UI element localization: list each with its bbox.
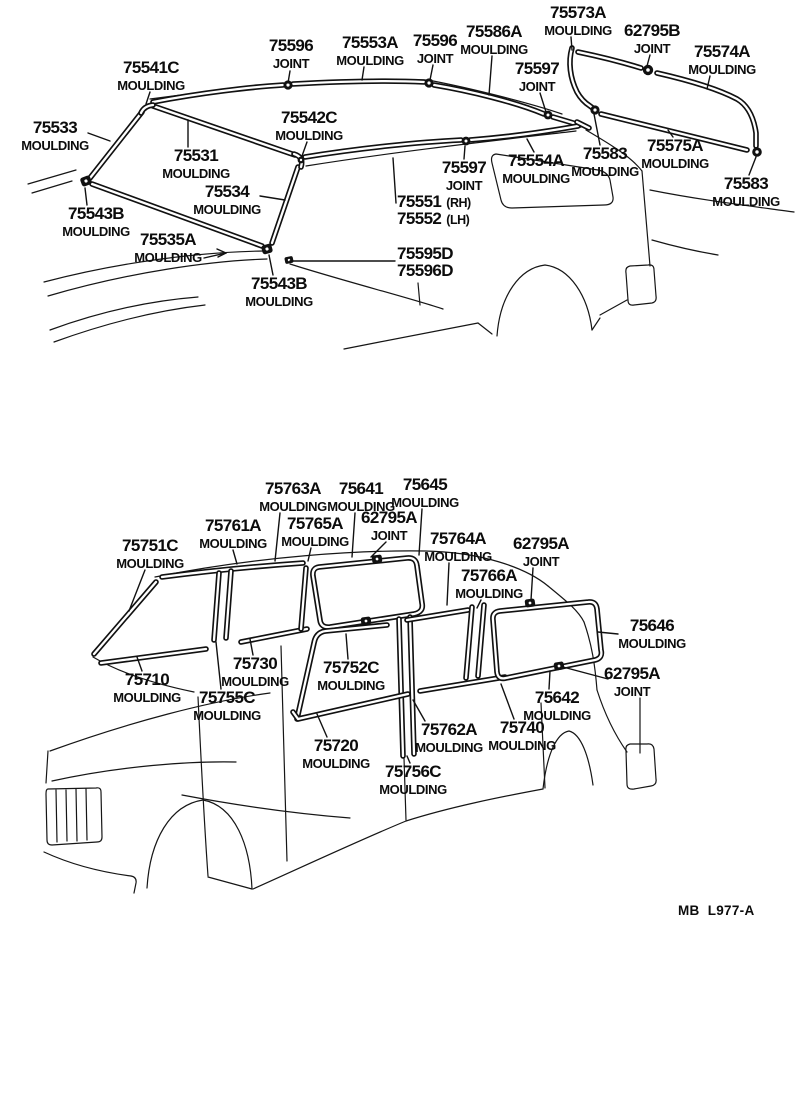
label-75586A-leader — [489, 56, 492, 95]
label-75764A: 75764A MOULDING — [424, 529, 492, 564]
clip-75583-b — [752, 147, 762, 157]
joint-75596-b — [424, 78, 433, 87]
windshield-left-moulding-75533 — [90, 112, 142, 178]
label-75740-leader — [501, 684, 514, 719]
label-75645-leader — [419, 509, 422, 555]
label-75551-75552: 75551 (RH) 75552 (LH) — [397, 192, 471, 228]
front-door-belt-moulding-75720 — [293, 694, 408, 719]
label-75583-b: 75583 MOULDING — [712, 174, 780, 209]
label-75761A: 75761A MOULDING — [199, 516, 267, 551]
label-75543B-b: 75543B MOULDING — [245, 274, 313, 309]
label-75553A: 75553A MOULDING — [336, 33, 404, 68]
label-75554A: 75554A MOULDING — [502, 151, 570, 186]
label-75720-leader — [317, 714, 327, 737]
label-75763A: 75763A MOULDING — [259, 479, 327, 514]
windshield-right-moulding-75534 — [272, 167, 298, 243]
label-75755C: 75755C MOULDING — [193, 688, 261, 723]
label-62795A-joint-a: 62795A JOINT — [361, 508, 417, 543]
label-75583-b-leader — [749, 157, 756, 175]
label-75543B-b-leader — [269, 255, 273, 275]
label-62795A-joint-b-leader — [531, 568, 533, 600]
label-75752C-leader — [346, 634, 348, 659]
label-75573A: 75573A MOULDING — [544, 3, 612, 38]
label-75597-joint-a: 75597 JOINT — [514, 59, 560, 94]
rear-door-window-frame-75645-75765A — [313, 558, 422, 627]
rear-quarter-window-frame-75646-75642 — [493, 602, 602, 679]
label-75710: 75710 MOULDING — [113, 670, 181, 705]
label-75645: 75645 MOULDING — [391, 475, 459, 510]
label-75642: 75642 MOULDING — [523, 688, 591, 723]
label-75597-joint-b: 75597 JOINT — [441, 158, 487, 193]
label-75596-joint-a: 75596 JOINT — [268, 36, 314, 71]
label-75574A: 75574A MOULDING — [688, 42, 756, 77]
label-75543B-a: 75543B MOULDING — [62, 204, 130, 239]
belt-moulding-75710 — [101, 649, 206, 663]
joint-75597-a — [544, 111, 553, 120]
label-75542C-leader — [302, 142, 307, 156]
label-75531: 75531 MOULDING — [162, 146, 230, 181]
label-62795A-joint-c-leader — [563, 667, 608, 679]
label-75752C: 75752C MOULDING — [317, 658, 385, 693]
joint-75542C — [298, 157, 305, 164]
clip-75595D — [284, 256, 294, 264]
label-75551-75552-leader — [393, 158, 396, 203]
label-75641: 75641 MOULDING — [327, 479, 395, 514]
label-62795A-joint-b: 62795A JOINT — [513, 534, 569, 569]
label-75756C: 75756C MOULDING — [379, 762, 447, 797]
label-75583-a: 75583 MOULDING — [571, 144, 639, 179]
label-75641-leader — [352, 513, 355, 557]
label-75762A: 75762A MOULDING — [415, 720, 483, 755]
label-75535A: 75535A MOULDING — [134, 230, 202, 265]
joint-75597-b — [462, 137, 471, 146]
label-75597-joint-a-leader — [540, 93, 546, 112]
label-75533-leader — [88, 133, 110, 141]
joint-62795B — [643, 65, 653, 75]
a-pillar-moulding-75751C — [94, 582, 156, 654]
label-75764A-leader — [447, 563, 449, 605]
label-75642-leader — [549, 671, 550, 689]
label-75765A: 75765A MOULDING — [281, 514, 349, 549]
label-75533: 75533 MOULDING — [21, 118, 89, 153]
label-75541C: 75541C MOULDING — [117, 58, 185, 93]
label-75596-joint-b: 75596 JOINT — [412, 31, 458, 66]
label-75586A: 75586A MOULDING — [460, 22, 528, 57]
clip-62795A-b — [360, 616, 371, 625]
label-75766A: 75766A MOULDING — [455, 566, 523, 601]
label-75596-joint-b-leader — [430, 65, 433, 80]
clip-62795A-c — [524, 598, 535, 607]
rear-door-belt-moulding-75740 — [420, 677, 505, 691]
label-62795A-joint-a-leader — [371, 542, 386, 557]
label-75720: 75720 MOULDING — [302, 736, 370, 771]
label-75575A: 75575A MOULDING — [641, 136, 709, 171]
label-75534-leader — [260, 196, 285, 200]
label-75730: 75730 MOULDING — [221, 654, 289, 689]
label-75595D-75596D: 75595D 75596D — [397, 244, 453, 280]
page-code: MB L977-A — [678, 903, 755, 918]
label-75542C: 75542C MOULDING — [275, 108, 343, 143]
label-75740: 75740 MOULDING — [488, 718, 556, 753]
clip-62795A-d — [553, 661, 564, 671]
clip-75583-a — [590, 105, 599, 114]
label-75763A-leader — [275, 513, 280, 561]
label-62795A-joint-c: 62795A JOINT — [604, 664, 660, 699]
label-62795B-joint: 62795B JOINT — [624, 21, 680, 56]
label-75751C: 75751C MOULDING — [116, 536, 184, 571]
label-75543B-a-leader — [85, 188, 87, 205]
label-75761A-leader — [233, 550, 237, 564]
label-75646: 75646 MOULDING — [618, 616, 686, 651]
label-75534: 75534 MOULDING — [193, 182, 261, 217]
label-75583-a-leader — [594, 114, 600, 145]
